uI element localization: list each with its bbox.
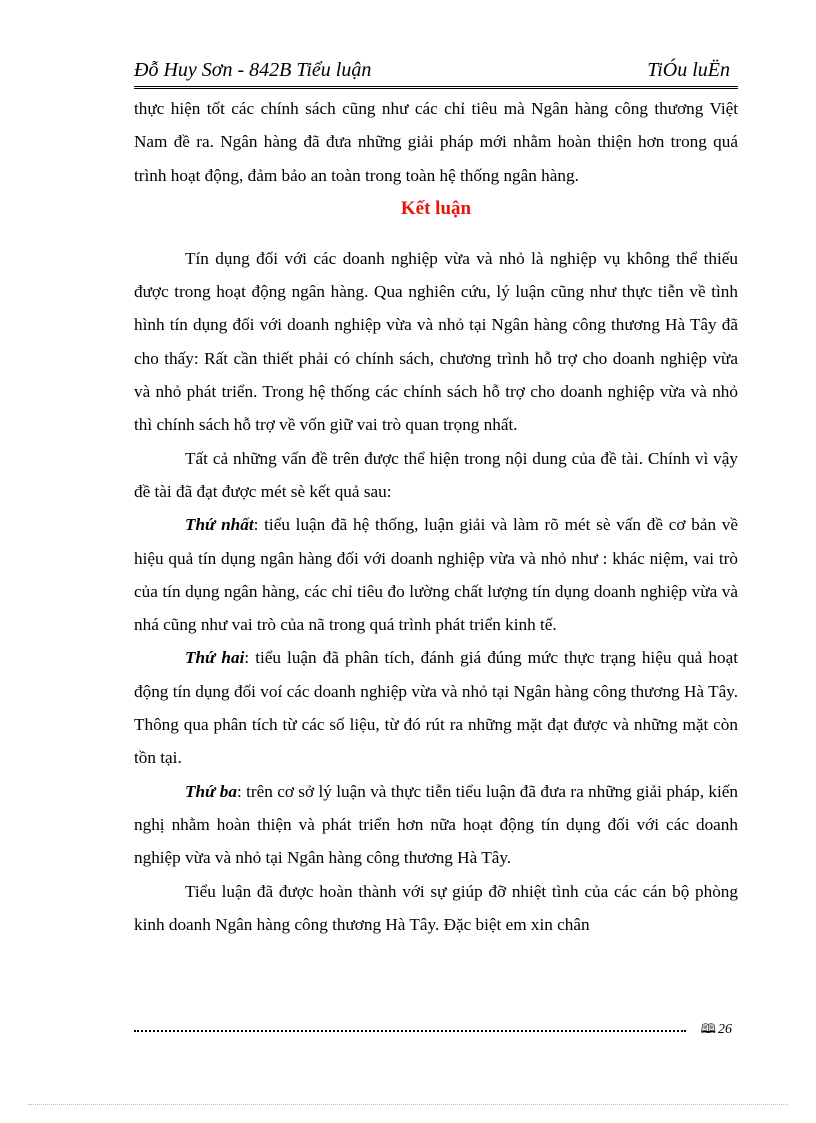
paragraph-third-result [134,775,738,875]
page-header [134,54,738,89]
lead-second: Thứ hai [185,648,245,668]
text-second: : tiểu luận đã phân tích, đánh giá đúng mức thực trạng hiệu quả hoạt động tín dụng đối voí các doanh nghiệp vừa và nhỏ tại Ngân hàng công thương Hà Tây. Thông qua phân tích từ các số liệu, từ đó rút ra những mặt đạt được và những mặt còn tồn tại. [134,648,738,768]
paragraph-acknowledgement: Tiểu luận đã được hoàn thành với sự giúp đỡ nhiệt tình của các cán bộ phòng kinh doanh Ngân hàng công thương Hà Tây. Đặc biệt em xin chân [134,881,738,934]
page-number-block [701,1018,732,1041]
paragraph-first-result [134,508,738,641]
lead-first: Thứ nhất [185,515,254,535]
header-doc-type: TiÓu luËn [647,59,730,81]
page-bottom-edge [28,1104,788,1105]
paragraph-intro: Tín dụng đối với các doanh nghiệp vừa và nhỏ là nghiệp vụ không thể thiếu được trong hoạt động ngân hàng. Qua nghiên cứu, lý luận cũng như thực tiễn về tình hình tín dụng đối với doanh nghiệp vừa và nhỏ tại Ngân hàng công thương Hà Tây đã cho thấy: Rất cần thiết phải có chính sách, chương trình hỗ trợ cho doanh nghiệp vừa và nhỏ phát triển. Trong hệ thống các chính sách hỗ trợ cho doanh nghiệp vừa và nhỏ thì chính sách hỗ trợ về vốn giữ vai trò quan trọng nhất. [134,248,738,435]
text-first: : tiểu luận đã hệ thống, luận giải và làm rõ mét sè vấn đề cơ bản về hiệu quả tín dụng ngân hàng đối với doanh nghiệp vừa và nhỏ như : khác niệm, vai trò của tín dụng ngân hàng, các chỉ tiêu đo lường chất lượng tín dụng doanh nghiệp vừa và nhá cũng như vai trò của nã trong quá trình phát triển kinh tế. [134,515,739,635]
paragraph-continuation: thực hiện tốt các chính sách cũng như các chỉ tiêu mà Ngân hàng công thương Việt Nam đề ra. Ngân hàng đã đưa những giải pháp mới nhằm hoàn thiện hơn trong quá trình hoạt động, đảm bảo an toàn trong toàn hệ thống ngân hàng. [134,99,738,185]
page-footer [134,1018,738,1040]
footer-dotted-rule [134,1030,686,1032]
book-icon: 🕮 [700,1021,716,1036]
lead-third: Thứ ba [185,781,237,801]
document-body [134,92,738,941]
paragraph-summary: Tất cả những vấn đề trên được thể hiện trong nội dung của đề tài. Chính vì vậy đề tài đã đạt được mét sè kết quả sau: [134,448,738,501]
page-number: 26 [718,1022,732,1037]
text-third: : trên cơ sở lý luận và thực tiễn tiểu luận đã đưa ra những giải pháp, kiến nghị nhằm hoàn thiện và phát triển hơn nữa hoạt động tín dụng đối với các doanh nghiệp vừa và nhỏ tại Ngân hàng công thương Hà Tây. [134,781,739,868]
section-title: Kết luận [400,197,472,219]
header-author-title: Đỗ Huy Sơn - 842B Tiểu luận [134,59,372,81]
paragraph-second-result [134,641,738,774]
